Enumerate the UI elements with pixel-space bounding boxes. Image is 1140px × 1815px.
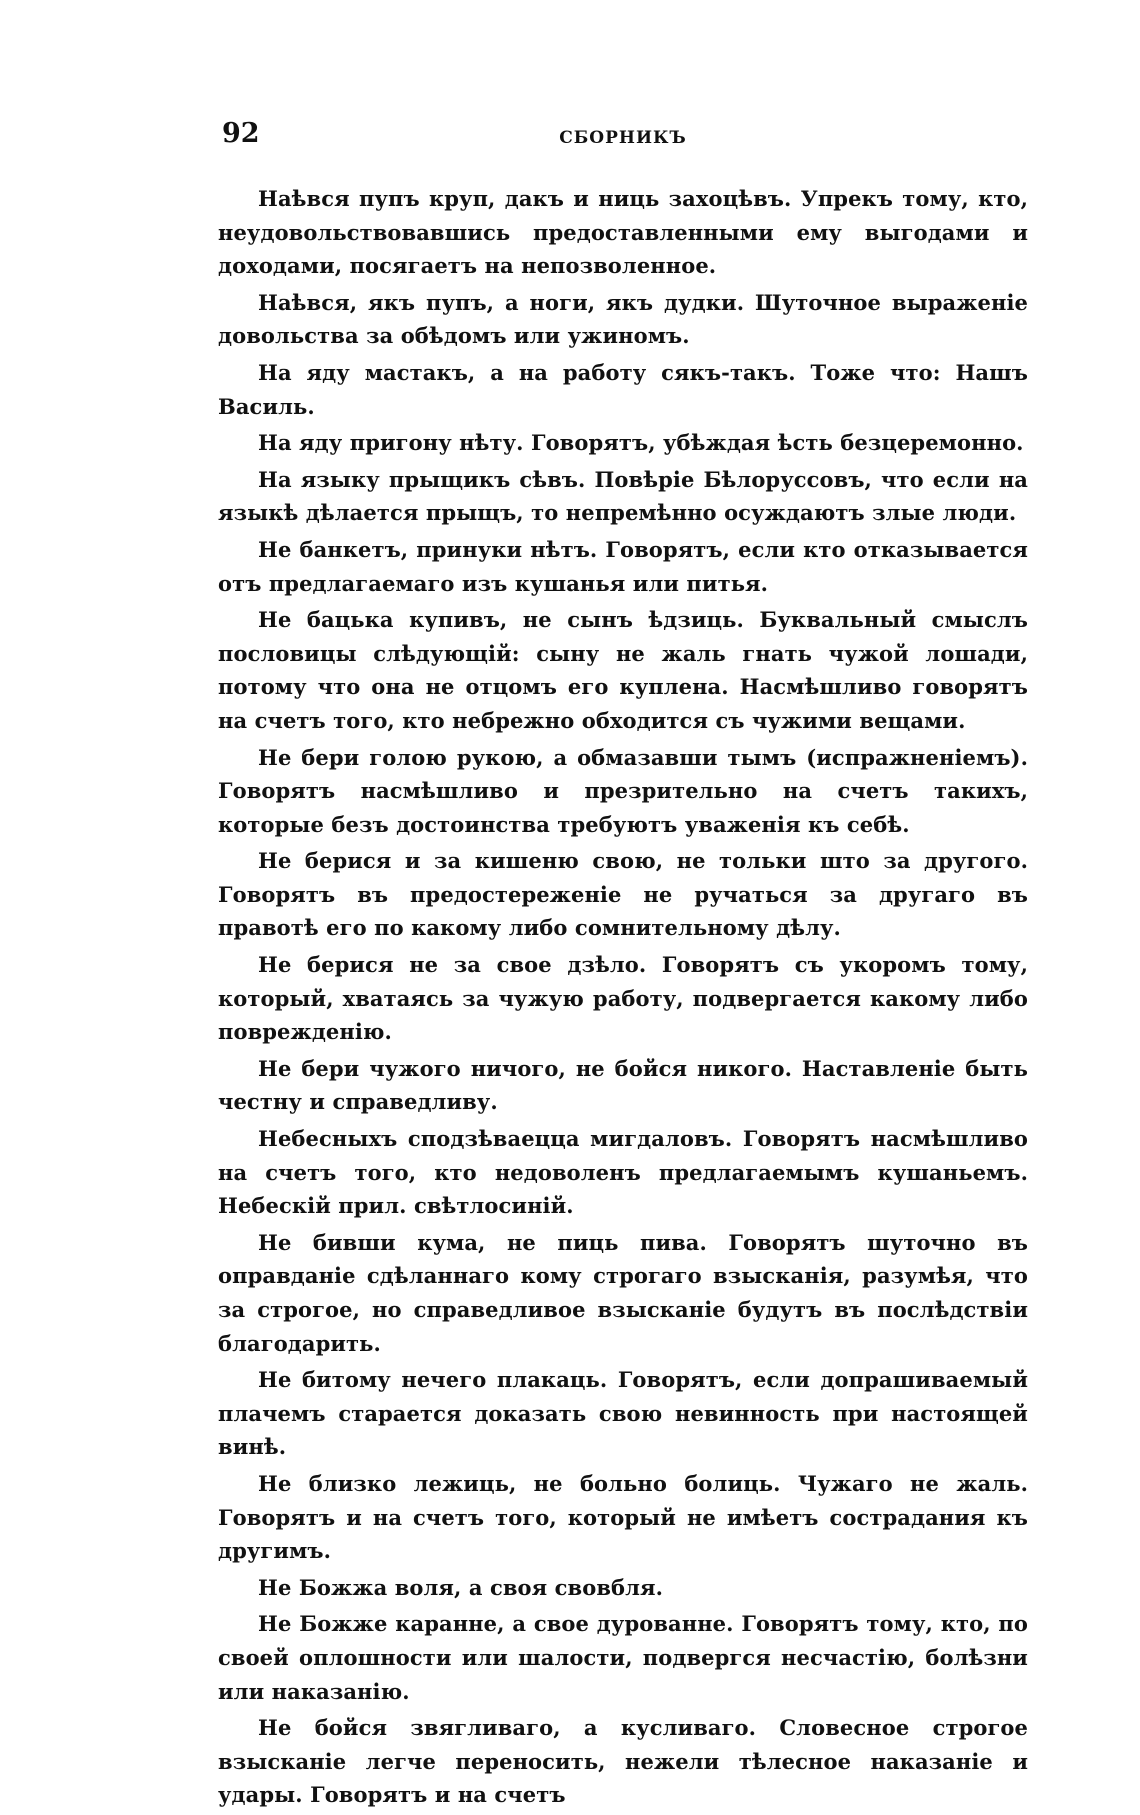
proverb-entry: Не бацька купивъ, не сынъ ѣдзиць. Буквальный смыслъ пословицы слѣдующій: сыну не жаль гнать чужой лошади, потому что она не отцомъ его куплена. Насмѣшливо говорятъ на счетъ того, кто небрежно обходится съ чужими вещами.	[218, 607, 1028, 733]
proverb-entry: Не берися не за свое дзѣло. Говорятъ съ укоромъ тому, который, хватаясь за чужую работу, подвергается какому либо поврежденію.	[218, 952, 1028, 1045]
proverb-entry: Не бойся звягливаго, а кусливаго. Словесное строгое взысканіе легче переносить, нежели тѣлесное наказаніе и удары. Говорятъ и на счетъ	[218, 1715, 1028, 1808]
proverb-entry: Не Божжа воля, а своя свовбля.	[258, 1574, 664, 1600]
proverb-list	[218, 182, 1028, 1815]
running-title: СБОРНИКЪ	[559, 128, 687, 148]
proverb-entry: На языку прыщикъ сѣвъ. Повѣріе Бѣлоруссовъ, что если на языкѣ дѣлается прыщъ, то непремѣнно осуждаютъ злые люди.	[218, 466, 1028, 526]
page-header	[218, 118, 1028, 158]
proverb-entry: Наѣвся, якъ пупъ, а ноги, якъ дудки. Шуточное выраженіе довольства за обѣдомъ или ужиномъ.	[218, 289, 1028, 349]
proverb-entry: Небесныхъ сподзѣваецца мигдаловъ. Говорятъ насмѣшливо на счетъ того, кто недоволенъ предлагаемымъ кушаньемъ. Небескій прил. свѣтлосиній.	[218, 1126, 1028, 1219]
page-number: 92	[222, 118, 260, 149]
proverb-entry: Не банкетъ, принуки нѣтъ. Говорятъ, если кто отказывается отъ предлагаемаго изъ кушанья или питья.	[218, 536, 1028, 596]
proverb-entry: Не бери чужого ничого, не бойся никого. Наставленіе быть честну и справедливу.	[218, 1055, 1028, 1115]
proverb-entry: Не близко лежиць, не больно болиць. Чужаго не жаль. Говорятъ и на счетъ того, который не имѣетъ сострадания къ другимъ.	[218, 1470, 1028, 1564]
proverb-entry: На яду мастакъ, а на работу сякъ-такъ. Тоже что: Нашъ Василь.	[218, 359, 1028, 419]
proverb-entry: Не бери голою рукою, а обмазавши тымъ (испражненіемъ). Говорятъ насмѣшливо и презрительно на счетъ такихъ, которые безъ достоинства требуютъ уваженія къ себѣ.	[218, 744, 1028, 837]
proverb-entry: Не Божже каранне, а свое дурованне. Говорятъ тому, кто, по своей оплошности или шалости, подвергся несчастію, болѣзни или наказанію.	[218, 1611, 1028, 1704]
proverb-entry: Не битому нечего плакаць. Говорятъ, если допрашиваемый плачемъ старается доказать свою невинность при настоящей винѣ.	[218, 1367, 1028, 1460]
proverb-entry: На яду пригону нѣту. Говорятъ, убѣждая ѣсть безцеремонно.	[258, 430, 1024, 456]
proverb-entry: Не бивши кума, не пиць пива. Говорятъ шуточно въ оправданіе сдѣланнаго кому строгаго взысканія, разумѣя, что за строгое, но справедливое взысканіе будутъ въ послѣдствіи благодарить.	[218, 1229, 1028, 1356]
proverb-entry: Не берися и за кишеню свою, не тольки што за другого. Говорятъ въ предостереженіе не ручаться за другаго въ правотѣ его по какому либо сомнительному дѣлу.	[218, 848, 1028, 941]
proverb-entry: Наѣвся пупъ круп, дакъ и ниць захоцѣвъ. Упрекъ тому, кто, неудовольствовавшись предоставленными ему выгодами и доходами, посягаетъ на непозволенное.	[218, 186, 1028, 279]
